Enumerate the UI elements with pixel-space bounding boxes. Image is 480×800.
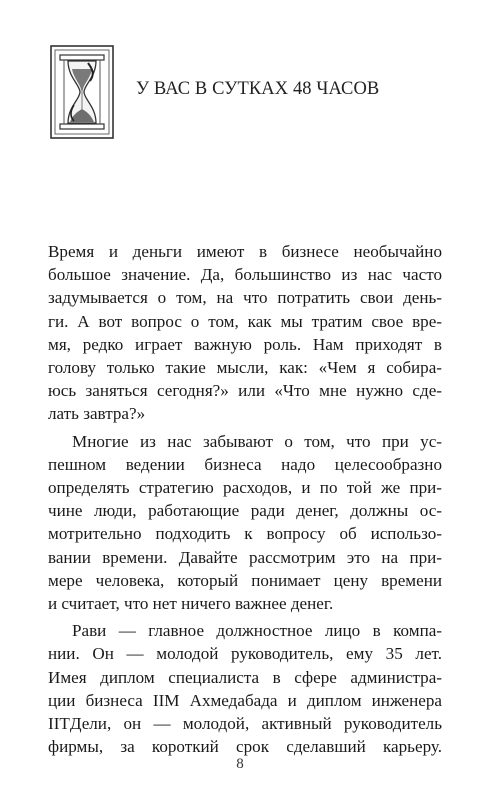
text-line: мере человека, который понимает цену времени (48, 570, 442, 590)
chapter-header (50, 45, 450, 140)
text-line: Рави — главное должностное лицо в компа- (72, 621, 442, 641)
body-text (48, 240, 442, 762)
hourglass-icon (50, 45, 114, 139)
text-line: Время и деньги имеют в бизнесе необычайно (48, 242, 442, 261)
text-line: задумывается о том, на что потратить свои день- (48, 288, 442, 308)
text-line: ции бизнеса IIM Ахмедабада и диплом инженера (48, 690, 442, 710)
text-line: юсь заняться сегодня?» или «Что мне нужно сде- (48, 381, 442, 401)
text-line: IITДели, он — молодой, активный руководитель (48, 714, 442, 734)
text-line: Многие из нас забывают о том, что при ус- (72, 431, 442, 451)
paragraph (48, 240, 442, 426)
text-line: мя, редко играет важную роль. Нам приходят в (48, 334, 442, 354)
text-line: Имея диплом специалиста в сфере администра- (48, 667, 442, 687)
page-number: 8 (236, 756, 244, 772)
text-line: голову только такие мысли, как: «Чем я собира- (48, 358, 442, 378)
text-line: пешном ведении бизнеса надо целесообразно (48, 454, 442, 474)
text-line: нии. Он — молодой руководитель, ему 35 лет. (48, 644, 442, 664)
text-line: чине люди, работающие ради денег, должны ос- (48, 501, 442, 521)
text-line: и считает, что нет ничего важнее денег. (48, 594, 334, 614)
chapter-title: У ВАС В СУТКАХ 48 ЧАСОВ (136, 79, 380, 99)
text-line: большое значение. Да, большинство из нас часто (48, 265, 442, 285)
text-line: мотрительно подходить к вопросу об использо- (48, 524, 442, 544)
text-line: вании времени. Давайте рассмотрим это на при- (48, 547, 442, 567)
paragraph (48, 619, 442, 758)
text-line: ги. А вот вопрос о том, как мы тратим свое вре- (48, 311, 442, 331)
text-line: лать завтра?» (48, 404, 146, 424)
paragraph (48, 430, 442, 616)
text-line: фирмы, за короткий срок сделавший карьеру. (48, 737, 442, 757)
text-line: определять стратегию расходов, и по той же при- (48, 478, 442, 498)
